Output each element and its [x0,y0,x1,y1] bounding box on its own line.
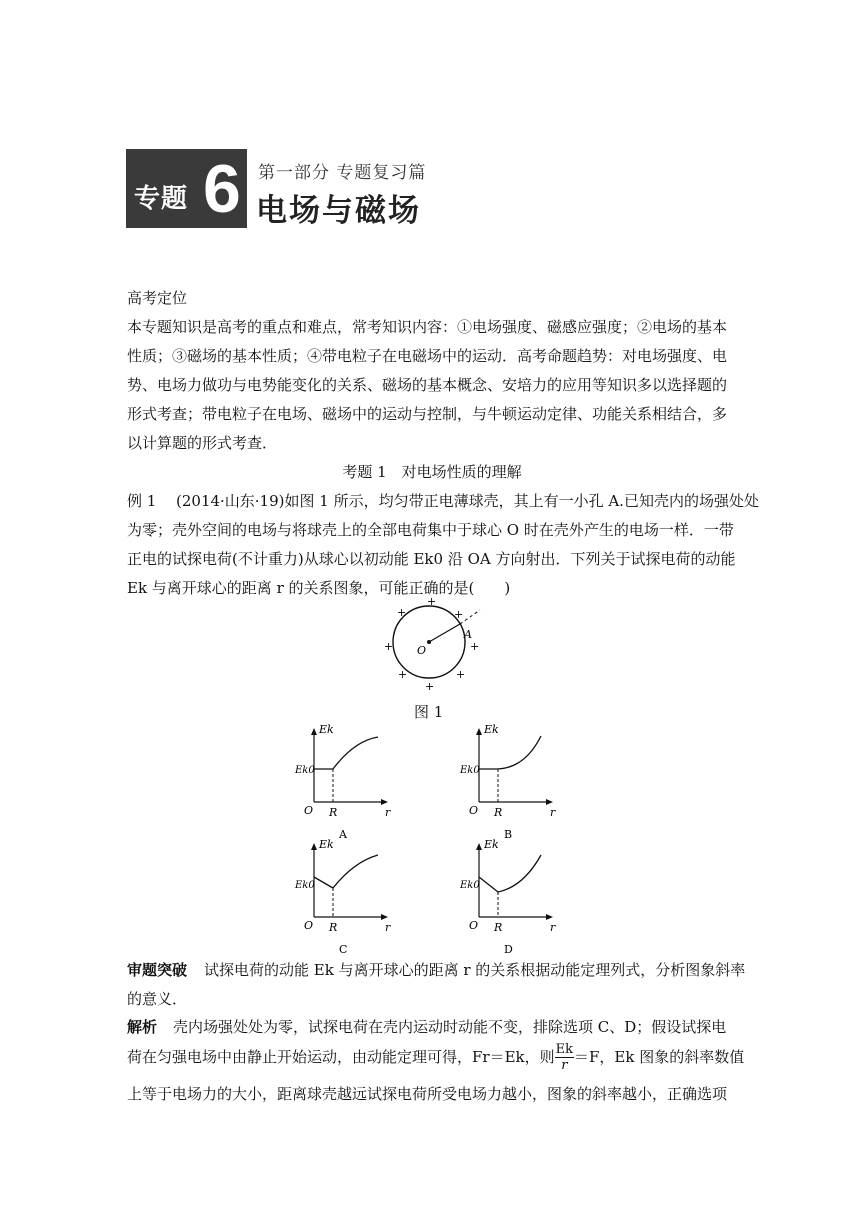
x-axis-label: r [550,806,556,819]
option-graphs [290,718,570,956]
figure-caption: 图 1 [414,703,444,721]
option-label: A [339,828,347,841]
ek-inside-segment [314,877,333,888]
badge-number: 6 [203,151,241,227]
positioning-text [127,313,727,458]
option-label: D [504,943,513,956]
ek-outside-curve [333,855,378,888]
oa-line [429,624,460,642]
badge-label: 专题 [134,184,189,214]
graph-b [459,723,556,841]
origin-label: O [304,804,314,817]
y-tick-label: Ek0 [460,880,480,891]
x-tick-label: R [329,921,338,934]
y-axis-arrow [311,728,317,735]
x-axis-arrow [381,914,388,920]
center-label: O [417,644,427,657]
topic-badge [126,149,247,228]
review-line: 的意义． [127,990,188,1008]
positioning-line: 以计算题的形式考查． [127,434,278,452]
topic-heading: 考题 1 对电场性质的理解 [342,463,522,481]
plus-sign: + [398,668,408,681]
plus-sign: + [384,640,394,653]
example-line: Ek 与离开球心的距离 r 的关系图象，可能正确的是( ) [127,579,511,597]
analysis-line: 壳内场强处处为零，试探电荷在壳内运动时动能不变，排除选项 C、D；假设试探电 [173,1018,727,1036]
sphere-figure [370,592,490,694]
plus-sign: + [397,606,407,619]
y-axis-arrow [476,728,482,735]
graph-c [294,838,391,956]
example-line: (2014·山东·19)如图 1 所示，均匀带正电薄球壳，其上有一小孔 A.已知壳内的场强处处 [176,492,759,510]
ek-outside-curve [498,736,541,769]
y-axis-label: Ek [319,838,334,851]
review-label: 审题突破 [127,961,188,979]
y-axis-arrow [311,843,317,850]
plus-sign: + [456,668,466,681]
x-axis-arrow [546,799,553,805]
ek-outside-curve [498,855,541,892]
positioning-line: 性质；③磁场的基本性质；④带电粒子在电磁场中的运动．高考命题趋势：对电场强度、电 [127,347,728,365]
example-line: 为零；壳外空间的电场与将球壳上的全部电荷集中于球心 O 时在壳外产生的电场一样．一带 [127,521,734,539]
y-axis-label: Ek [484,723,499,736]
center-dot [427,640,431,644]
ek-inside-segment [479,877,498,892]
x-axis-label: r [385,806,391,819]
y-tick-label: Ek0 [460,765,480,776]
x-axis-label: r [550,921,556,934]
graph-d [459,838,556,956]
graph-a [294,723,391,841]
x-axis-arrow [546,914,553,920]
x-tick-label: R [494,921,503,934]
analysis-label: 解析 [127,1018,158,1036]
x-axis-label: r [385,921,391,934]
fraction [555,1042,574,1073]
ek-outside-curve [333,737,378,769]
positioning-line: 形式考查；带电粒子在电场、磁场中的运动与控制，与牛顿运动定律、功能关系相结合，多 [127,405,728,423]
x-axis-arrow [381,799,388,805]
part-heading: 第一部分 专题复习篇 [258,163,427,183]
option-label: B [504,828,513,841]
fraction-numerator: Ek [555,1041,573,1057]
plus-sign: + [425,680,435,693]
origin-label: O [304,919,314,932]
analysis-text: ＝F，Ek 图象的斜率数值 [574,1048,745,1066]
example-line: 正电的试探电荷(不计重力)从球心以初动能 Ek0 沿 OA 方向射出．下列关于试探电荷的动能 [127,550,736,568]
positioning-line: 本专题知识是高考的重点和难点，常考知识内容：①电场强度、磁感应强度；②电场的基本 [127,318,728,336]
origin-label: O [469,804,479,817]
fraction-denominator: r [561,1057,568,1073]
x-tick-label: R [494,806,503,819]
origin-label: O [469,919,479,932]
option-label: C [339,943,348,956]
analysis-text: 荷在匀强电场中由静止开始运动，由动能定理可得，Fr＝Ek，则 [127,1048,555,1066]
plus-sign: + [427,595,437,608]
review-line: 试探电荷的动能 Ek 与离开球心的距离 r 的关系根据动能定理列式，分析图象斜率 [204,961,746,979]
plus-sign: + [470,640,480,653]
y-axis-arrow [476,843,482,850]
y-axis-label: Ek [484,838,499,851]
x-tick-label: R [329,806,338,819]
plus-sign: + [454,608,464,621]
y-tick-label: Ek0 [295,880,315,891]
positioning-heading: 高考定位 [127,289,188,307]
y-tick-label: Ek0 [295,765,315,776]
hole-label: A [464,628,472,641]
y-axis-label: Ek [319,723,334,736]
analysis-line: 上等于电场力的大小，距离球壳越远试探电荷所受电场力越小，图象的斜率越小，正确选项 [127,1085,728,1103]
page-title: 电场与磁场 [256,193,421,229]
example-label: 例 1 [127,492,157,510]
analysis-line-2 [127,1037,744,1077]
positioning-line: 势、电场力做功与电势能变化的关系、磁场的基本概念、安培力的应用等知识多以选择题的 [127,376,728,394]
